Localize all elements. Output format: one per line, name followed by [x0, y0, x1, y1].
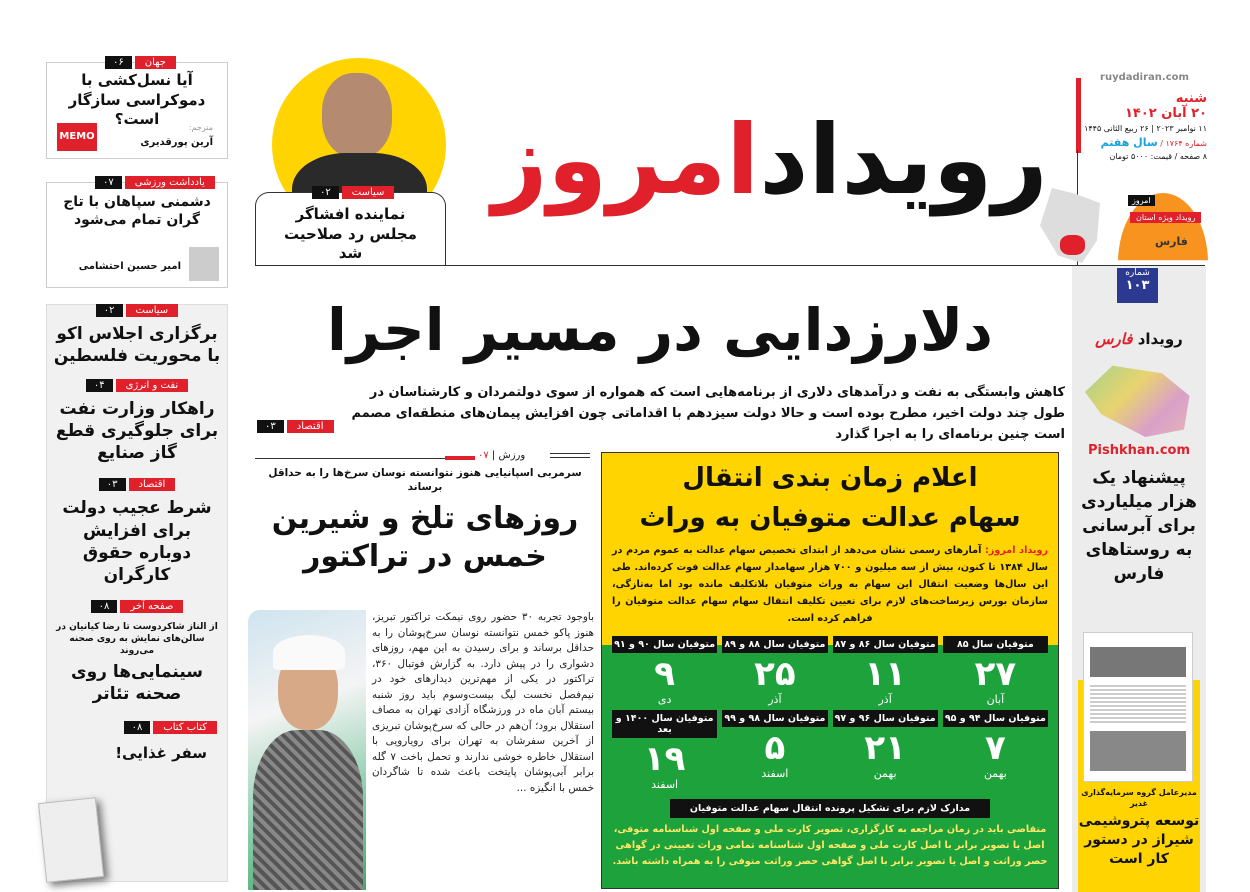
- schedule-item: [612, 636, 717, 710]
- headline: نماینده افشاگر مجلس رد صلاحیت شد: [284, 205, 417, 262]
- newspaper-thumbnail[interactable]: [1083, 632, 1193, 782]
- coach-photo: [248, 610, 366, 890]
- section-tag: اقتصاد ۰۳: [99, 478, 176, 491]
- sports-headline[interactable]: روزهای تلخ و شیرین خمس در تراکتور: [271, 501, 579, 574]
- province-name: فارس: [1155, 235, 1188, 248]
- schedule-month: بهمن: [983, 767, 1007, 780]
- sports-rule: [255, 458, 445, 459]
- section-tag: سیاست ۰۲: [312, 186, 394, 199]
- website: ruydadiran.com: [1100, 72, 1189, 83]
- docs-text: متقاضی باید در زمان مراجعه به کارگزاری، تصویر کارت ملی و صفحه اول شناسنامه متوفی، اصل یا تصویر برابر با اصل کارت ملی و صفحه اول شناسنامه تمامی وراث تعیینی در گواهی حصر وراثت و اصل یا تصویر برابر با اصل گواهی حصر وراثت متوفی را به همراه داشته باشد.: [612, 824, 1048, 867]
- schedule-day: ۱۹: [643, 739, 686, 779]
- schedule-month: بهمن: [873, 767, 897, 780]
- schedule-item: [833, 636, 938, 710]
- section-tag: جهان ۰۶: [105, 56, 176, 69]
- schedule-month: آذر: [878, 693, 892, 706]
- sports-rule-red: [445, 456, 475, 460]
- section-tag: نفت و انرژی ۰۴: [86, 379, 188, 392]
- schedule-month: اسفند: [761, 767, 789, 780]
- kicker: از الناز شاکردوست تا رضا کیانیان در سالن‌های نمایش به روی صحنه می‌روند: [56, 621, 218, 657]
- today-label: امروز: [1128, 195, 1155, 206]
- schedule-day: ۲۵: [754, 654, 796, 694]
- schedule-day: ۲۱: [864, 728, 906, 768]
- schedule-month: اسفند: [651, 778, 679, 791]
- newspaper-logo[interactable]: رویدادامروز: [492, 104, 1048, 216]
- headline: آیا نسل‌کشی با دموکراسی سازگار است؟: [68, 71, 206, 128]
- schedule-group: متوفیان سال ۹۴ و ۹۵: [943, 710, 1048, 727]
- section-tag: کتاب کتاب ۰۸: [124, 721, 217, 734]
- schedule-item: [943, 636, 1048, 710]
- section-tag: صفحه آخر ۰۸: [91, 600, 184, 613]
- headline[interactable]: سینمایی‌ها روی صحنه تئاتر: [71, 662, 203, 705]
- news-list: [46, 304, 228, 882]
- docs-title: مدارک لازم برای تشکیل پرونده انتقال سهام عدالت متوفیان: [670, 799, 990, 818]
- publication-year: سال هفتم: [1100, 136, 1158, 149]
- province-label: رویداد ویژه استان: [1130, 212, 1201, 223]
- headline[interactable]: توسعه پتروشیمی شیراز در دستور کار است: [1078, 813, 1200, 867]
- date-info: [1082, 72, 1207, 161]
- schedule-item: [722, 710, 827, 795]
- news-box-world[interactable]: [46, 57, 228, 159]
- schedule-group: متوفیان سال ۸۶ و ۸۷: [833, 636, 938, 653]
- headline[interactable]: شرط عجیب دولت برای افزایش دوباره حقوق کارگران: [62, 498, 212, 585]
- schedule-group: متوفیان سال ۸۵: [943, 636, 1048, 653]
- double-rule: [550, 453, 590, 458]
- schedule-day: ۵: [764, 728, 786, 768]
- section-tag: یادداشت ورزشی ۰۷: [95, 176, 215, 189]
- shares-lower: [610, 636, 1050, 870]
- headline[interactable]: سفر غذایی!: [115, 744, 207, 763]
- shares-intro: رویداد امروز: آمارهای رسمی نشان می‌دهد از ابتدای تخصیص سهام عدالت به عموم مردم در سال ۱۳۸۴ تا کنون، بیش از سه میلیون و ۷۰۰ هزار سهامدار سهام عدالت فوت کرده‌اند. طی این سال‌ها وضعیت انتقال این سهام به وراث متوفیان بلاتکلیف مانده بود اما به‌تازگی، سازمان بورس زیرساخت‌های لازم برای تعیین تکلیف انتقال سهام سهام عدالت متوفیان را فراهم کرده است.: [612, 545, 1048, 624]
- headline: دشمنی سپاهان با تاج گران تمام می‌شود: [63, 194, 211, 229]
- pages-price: ۸ صفحه / قیمت: ۵۰۰۰ تومان: [1109, 152, 1207, 161]
- insert-headline[interactable]: پیشنهاد یک هزار میلیاردی برای آبرسانی به روستاهای فارس: [1081, 468, 1197, 584]
- header-divider: [255, 265, 1205, 266]
- schedule-item: [943, 710, 1048, 795]
- fars-map-highlight: [1060, 235, 1085, 255]
- kicker: مدیرعامل گروه سرمایه‌گذاری غدیر: [1081, 788, 1197, 808]
- headline[interactable]: برگزاری اجلاس اکو با محوریت فلسطین: [53, 324, 221, 367]
- schedule-day: ۲۷: [974, 654, 1017, 694]
- schedule-grid: [612, 636, 1048, 795]
- section-tag: اقتصاد ۰۳: [257, 420, 334, 433]
- sports-kicker: سرمربی اسپانیایی هنوز نتوانسته نوسان سرخ‌ها را به حداقل برساند: [268, 467, 582, 493]
- schedule-month: آبان: [986, 693, 1005, 706]
- author-name: امیر حسین احتشامی: [78, 261, 181, 272]
- author-photo: [189, 247, 219, 281]
- alt-dates: ۱۱ نوامبر ۲۰۲۳ | ۲۶ ربیع الثانی ۱۴۴۵: [1084, 124, 1207, 133]
- shares-title[interactable]: اعلام زمان بندی انتقال سهام عدالت متوفیان به وراث: [639, 463, 1021, 533]
- sports-header: [255, 466, 595, 576]
- pishkhan-watermark: Pishkhan.com: [1087, 443, 1191, 458]
- schedule-month: آذر: [768, 693, 782, 706]
- schedule-group: متوفیان سال ۹۶ و ۹۷: [833, 710, 938, 727]
- vertical-rule: [1076, 78, 1081, 153]
- insert-number-badge: شماره ۱۰۳: [1117, 268, 1158, 303]
- schedule-day: ۱۱: [864, 654, 906, 694]
- headline[interactable]: راهکار وزارت نفت برای جلوگیری قطع گاز صنایع: [55, 399, 219, 464]
- news-box-sport-note[interactable]: [46, 177, 228, 288]
- book-cover-image: [38, 797, 104, 883]
- schedule-group: متوفیان سال ۹۸ و ۹۹: [722, 710, 827, 727]
- schedule-month: دی: [657, 693, 672, 706]
- insert-brand: رویداد فارس: [1095, 330, 1183, 348]
- sports-body: باوجود تجربه ۳۰ حضور روی نیمکت تراکتور تبریز، هنوز پاکو خمس نتوانسته نوسان سرخ‌پوشان را به حداقل برساند و برای رسیدن به این مهم، روزهای دشواری را در پیش دارد. به گزارش فوتبال ۳۶۰، تراکتور در یکی از مهم‌ترین دیدارهای خود در نیم‌فصل نخست لیگ بیست‌وسوم باید روز شنبه بیستم آبان ماه در ورزشگاه آزادی تهران به مصاف استقلال برود؛ آن‌هم در حالی که سرخ‌پوشان تبریزی از آخرین سفرشان به تهران برای رویارویی با استقلال خاطره خوشی ندارند و تحمل باخت ۷ گله برابر آبی‌پوشان پایتخت باعث شده تا شاگردان خمس با انگیزه ...: [372, 611, 595, 794]
- schedule-item: [833, 710, 938, 795]
- schedule-item: [612, 710, 717, 795]
- main-lead: کاهش وابستگی به نفت و درآمدهای دلاری از برنامه‌هایی است که همواره از سوی دولتمردان و کارشناسان در طول چند دولت اخیر، مطرح بوده است و حالا دولت سیزدهم با اقداماتی چون افزایش پیمان‌های منطقه‌ای مصمم است چنین برنامه‌ای را به اجرا گذارد: [351, 385, 1065, 442]
- schedule-day: ۹: [654, 654, 675, 694]
- translator-label: مترجم:: [188, 123, 213, 132]
- schedule-group: متوفیان سال ۱۴۰۰ و بعد: [612, 710, 717, 738]
- main-headline[interactable]: دلارزدایی در مسیر اجرا: [327, 296, 993, 364]
- schedule-day: ۷: [984, 728, 1006, 768]
- sports-section-label: ورزش | ۰۷: [478, 450, 526, 461]
- issue-number: شماره ۱۷۶۴ /: [1160, 139, 1207, 148]
- section-tag: سیاست ۰۲: [96, 304, 178, 317]
- top-story[interactable]: [255, 187, 446, 266]
- schedule-group: متوفیان سال ۸۸ و ۸۹: [722, 636, 827, 653]
- translator-name: آرین پورقدیری: [140, 137, 213, 148]
- schedule-group: متوفیان سال ۹۰ و ۹۱: [612, 636, 717, 653]
- weekday: شنبه: [1175, 91, 1207, 106]
- memo-logo: MEMO: [57, 123, 97, 151]
- schedule-item: [722, 636, 827, 710]
- date: ۲۰ آبان ۱۴۰۲: [1125, 106, 1207, 121]
